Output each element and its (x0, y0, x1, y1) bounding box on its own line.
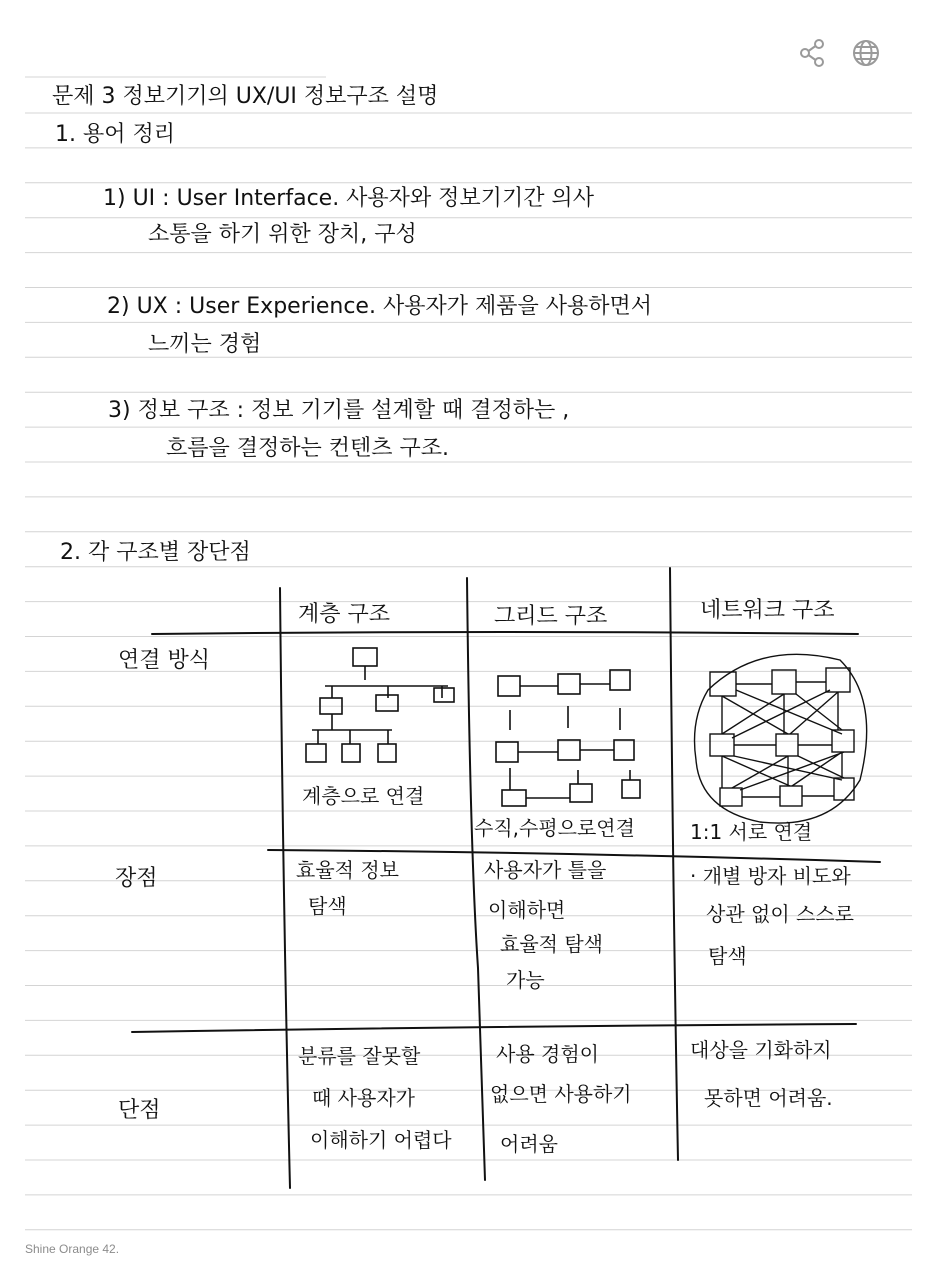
cons-grid-line1: 사용 경험이 (496, 1042, 599, 1066)
term-ia-line1: 3) 정보 구조 : 정보 기기를 설계할 때 결정하는 , (108, 398, 570, 423)
pros-grid-line1: 사용자가 틀을 (484, 858, 607, 882)
page-title: 문제 3 정보기기의 UX/UI 정보구조 설명 (52, 84, 439, 109)
term-ux-line2: 느끼는 경험 (148, 332, 262, 357)
pros-grid-line3: 효율적 탐색 (500, 932, 603, 956)
connection-grid: 수직,수평으로연결 (474, 816, 635, 840)
cons-grid-line3: 어려움 (500, 1132, 558, 1156)
hierarchy-diagram (306, 648, 454, 762)
cons-grid-line2: 없으면 사용하기 (490, 1082, 632, 1106)
cons-network-line2: 못하면 어려움. (704, 1086, 833, 1110)
cons-hierarchy-line3: 이해하기 어렵다 (310, 1128, 452, 1152)
connection-hierarchy: 계층으로 연결 (302, 784, 425, 808)
term-ui-line2: 소통을 하기 위한 장치, 구성 (148, 222, 417, 247)
pros-network-line2: 상관 없이 스스로 (706, 902, 854, 926)
globe-icon[interactable] (851, 38, 881, 68)
row-label-cons: 단점 (118, 1098, 161, 1123)
pros-grid-line2: 이해하면 (488, 898, 566, 922)
network-diagram (695, 654, 867, 823)
cons-hierarchy-line1: 분류를 잘못할 (298, 1044, 421, 1068)
pros-hierarchy-line1: 효율적 정보 (296, 858, 399, 882)
pros-grid-line4: 가능 (506, 968, 545, 992)
share-icon[interactable] (797, 38, 827, 68)
grid-diagram (496, 670, 640, 806)
row-label-connection: 연결 방식 (118, 648, 211, 673)
connection-network: 1:1 서로 연결 (690, 820, 813, 844)
term-ia-line2: 흐름을 결정하는 컨텐츠 구조. (166, 436, 449, 461)
pros-network-line3: 탐색 (708, 944, 747, 968)
cons-hierarchy-line2: 때 사용자가 (312, 1086, 415, 1110)
pros-hierarchy-line2: 탐색 (308, 894, 347, 918)
column-header-hierarchy: 계층 구조 (298, 602, 391, 627)
section2-heading: 2. 각 구조별 장단점 (60, 540, 251, 565)
term-ui-line1: 1) UI : User Interface. 사용자와 정보기기간 의사 (103, 186, 594, 211)
column-header-network: 네트워크 구조 (700, 598, 835, 623)
term-ux-line1: 2) UX : User Experience. 사용자가 제품을 사용하면서 (107, 294, 652, 319)
cons-network-line1: 대상을 기화하지 (690, 1038, 832, 1062)
section1-heading: 1. 용어 정리 (55, 122, 175, 147)
column-header-grid: 그리드 구조 (494, 604, 608, 629)
pros-network-line1: · 개별 방자 비도와 (690, 864, 851, 888)
row-label-pros: 장점 (115, 866, 158, 891)
footer-brand: Shine Orange 42. (25, 1242, 120, 1256)
